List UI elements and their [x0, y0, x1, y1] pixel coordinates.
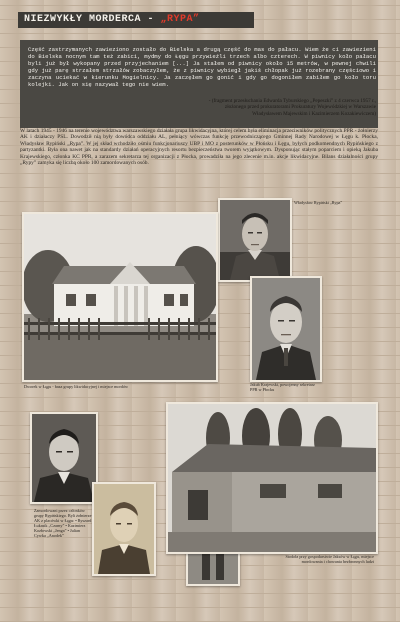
title-accent: „RYPA” — [160, 14, 200, 25]
caption-krajewski: Jakub Krajewski, powojenny sekretarz PPR w Płocku — [250, 382, 315, 392]
photo-victim-1 — [30, 412, 98, 504]
photo-krajewski — [250, 276, 322, 382]
caption-victims: Zamordowani przez członków grupy Rypińskiego. Byli żołnierze AK z placówki w Łęgu: • Ryszard Łukasik „Czarny” • Kazimierz Kozłowski „Jenga” • Julian Cywka „Anodek” — [34, 508, 92, 538]
history-paragraph: W latach 1945 - 1946 na terenie województwa warszawskiego działała grupa likwidacyjna, której celem była eliminacja przeciwników politycznych PPR - żołnierzy AK i działaczy PSL. Dowodził nią były dowódca oddziału AL, pełniący wówczas funkcję przewodniczącego Gminnej Rady Narodowej w Łęgu k. Płocka, Władysław Rypiński „Rypa”. W jej skład wchodziło ośmiu funkcjonariuszy UBP i MO z posterunków w Płońsku i Łęgu, byłych podkomendnych Rypińskiego z partyzantki. Była ona nawet jak na standardy działań operacyjnych resortu bezpieczeństwa tworem wyjątkowym. Dysponując stałym poparciem i opieką Jakuba Krajewskiego, członka KC PPR, a zarazem sekretarza tej organizacji z Płocka, prowadziła na jego zlecenie m.in. akcje likwidacyjne. Bilans działalności grupy „Rypy” zamyka się liczbą około 100 zamordowanych osób. — [20, 128, 378, 167]
caption-rypinski: Władysław Rypiński „Rypa” — [294, 200, 343, 205]
title-main: NIEZWYKŁY MORDERCA - — [24, 14, 161, 25]
page-title — [18, 12, 254, 28]
caption-dworek: Dworek w Łęgu - baza grupy likwidacyjnej i miejsce mordów — [24, 384, 129, 389]
photo-stodola — [166, 402, 378, 554]
photo-victim-2 — [92, 482, 156, 576]
photo-rypinski — [218, 198, 292, 282]
testimony-quote-text: Część zastrzymanych zawieziono zostało do Bielska a drugą część do mas do pałacu. Wiem że ci zawiezieni do Bielska nocnym tam też zabici, mydmy do Łęgu przywieźli trzech albo czterech. W piwnicy koło pałacu byli już był wykopany przed przyjechaniem [...] Ja stałem od piwnicy około 15 metrów, w pewnej chwili gdy już parę strzałem strzałów zobaczyłem, że z piwnicy wybiegł jakiś chłopak już rozebrany częściowo i zaczyna uciekać w kierunku Mogielnicy. Ja zaczęłem go gonić i gdy go dogoniłem zabiłem go koło toru kolejki. Jak on się nazywał tego nie wiem. — [28, 46, 376, 88]
testimony-source: - (fragment przesłuchania Edwarda Tyburskiego „Pepeszki” z 4 czerwca 1957 r., złożonego przed prokuratorami Prokuratury Wojewódzkiej w Warszawie Władysławem Majewskim i Kazimierzem Kozakiewiczem) — [208, 98, 376, 117]
caption-stodola: Stodoła przy gospodarstwie Jaksów w Łęgu, miejsce mordowania i chowania bezbronnych ludzi — [285, 554, 374, 564]
photo-dworek — [22, 212, 218, 382]
